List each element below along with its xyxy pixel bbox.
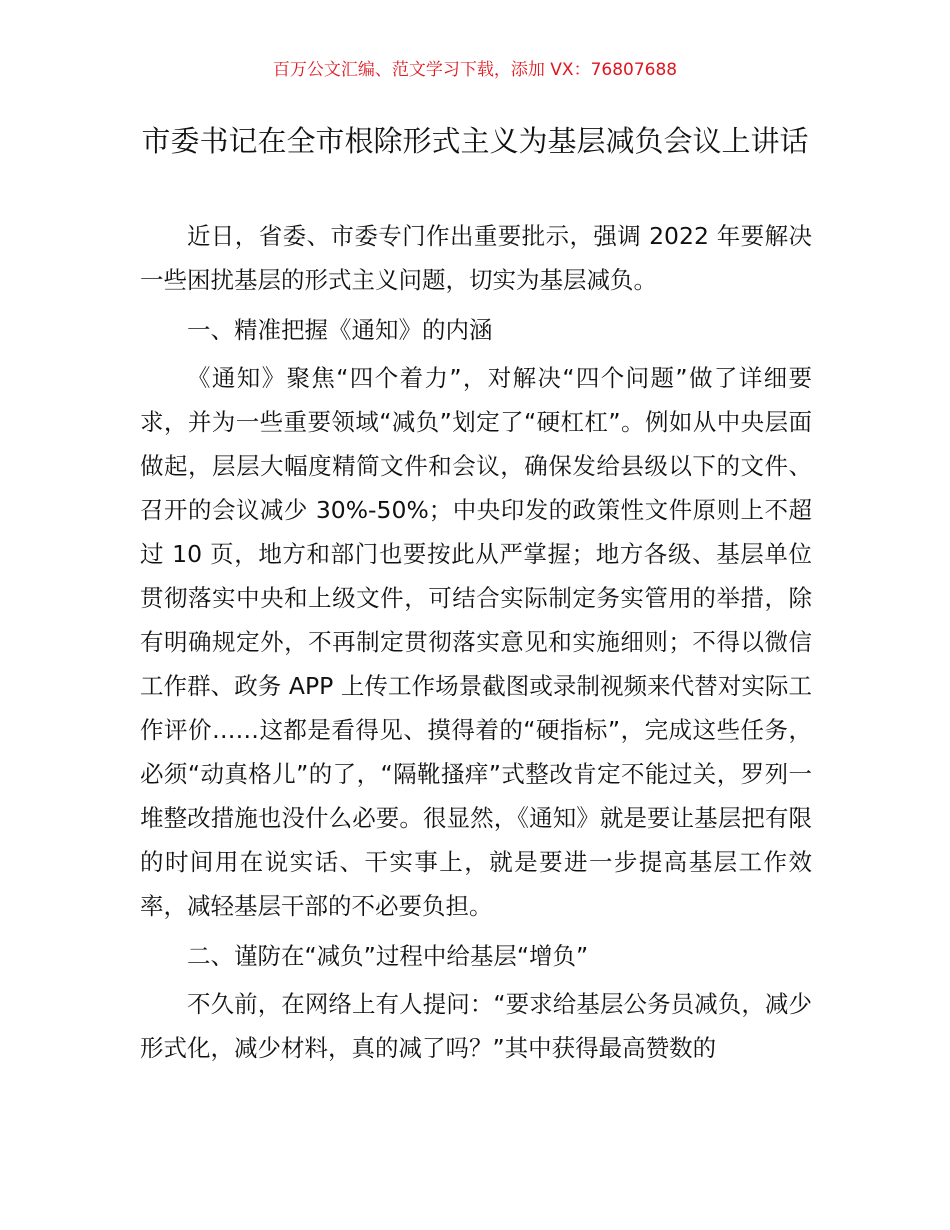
section-heading-1: 一、精准把握《通知》的内涵 bbox=[187, 316, 493, 344]
section-2-paragraph: 不久前，在网络上有人提问：“要求给基层公务员减负，减少形式化，减少材料，真的减了吗？”其中获得最高赞数的 bbox=[140, 990, 812, 1062]
section-1-paragraph: 《通知》聚焦“四个着力”，对解决“四个问题”做了详细要求，并为一些重要领域“减负”划定了“硬杠杠”。例如从中央层面做起，层层大幅度精简文件和会议，确保发给县级以下的文件、召开的会议减少 30%-50%；中央印发的政策性文件原则上不超过 10 页，地方和部门也要按此从严掌握；地方各级、基层单位贯彻落实中央和上级文件，可结合实际制定务实管用的举措，除有明确规定外，不再制定贯彻落实意见和实施细则；不得以微信工作群、政务 APP 上传工作场景截图或录制视频来代替对实际工作评价……这都是看得见、摸得着的“硬指标”，完成这些任务，必须“动真格儿”的了，“隔靴搔痒”式整改肯定不能过关，罗列一堆整改措施也没什么必要。很显然，《通知》就是要让基层把有限的时间用在说实话、干实事上，就是要进一步提高基层工作效率，减轻基层干部的不必要负担。 bbox=[140, 364, 812, 920]
document-body bbox=[140, 214, 812, 1074]
promo-banner: 百万公文汇编、范文学习下载，添加 VX：76807688 bbox=[272, 60, 678, 80]
intro-paragraph: 近日，省委、市委专门作出重要批示，强调 2022 年要解决一些困扰基层的形式主义问题，切实为基层减负。 bbox=[140, 222, 812, 294]
document-title: 市委书记在全市根除形式主义为基层减负会议上讲话 bbox=[141, 124, 809, 158]
section-heading-2: 二、谨防在“减负”过程中给基层“增负” bbox=[187, 942, 589, 970]
